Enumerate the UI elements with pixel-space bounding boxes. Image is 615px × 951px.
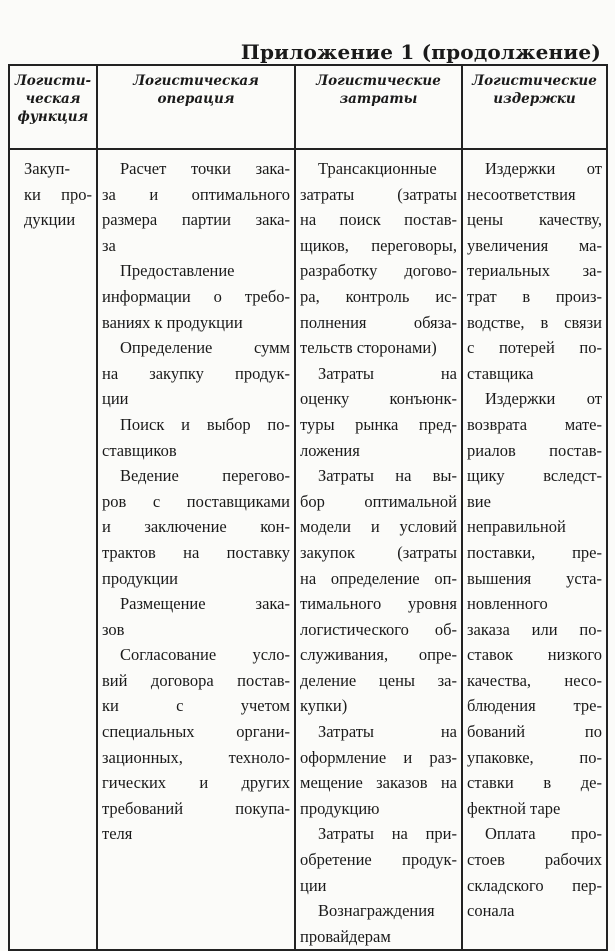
text-line: ки с учетом (102, 696, 290, 716)
text-line: вышения уста- (467, 568, 602, 588)
text-line: вий договора постав- (102, 670, 290, 690)
cell-costs (295, 149, 462, 950)
text-line: на закупку продук- (102, 363, 290, 383)
table-row (9, 149, 607, 950)
text-line: гических и других (102, 773, 290, 793)
text-line: Затраты на вы- (318, 466, 457, 486)
text-line: ции (102, 389, 129, 409)
text-line: увеличения ма- (467, 235, 602, 255)
text-line: Затраты на при- (318, 824, 457, 844)
text-line: полнения обяза- (300, 312, 457, 332)
text-line: оформление и раз- (300, 747, 457, 767)
text-line: несоответствия (467, 184, 576, 204)
text-line: служивания, опре- (300, 645, 457, 665)
cell-operation (97, 149, 295, 950)
text-line: риалов постав- (467, 440, 602, 460)
text-line: требований покупа- (102, 798, 290, 818)
text-line: цены качеству, (467, 210, 602, 230)
header-operation: Логистическая операция (97, 65, 295, 149)
text-line: за и оптимального (102, 184, 290, 204)
text-line: Размещение зака- (120, 594, 290, 614)
text-line: Предоставление (120, 261, 235, 281)
text-line: зационных, техноло- (102, 747, 290, 767)
text-line: закупок (затраты (300, 542, 457, 562)
text-line: за (102, 235, 116, 255)
text-line: Оплата про- (485, 824, 602, 844)
text-line: Издержки от (485, 159, 602, 178)
header-costs: Логистические затраты (295, 65, 462, 149)
header-expenses: Логистические издержки (462, 65, 607, 149)
text-line: поставки, пре- (467, 542, 602, 562)
text-line: бор оптимальной (300, 491, 457, 511)
text-line: фектной таре (467, 798, 561, 818)
text-line: дукции (24, 210, 76, 230)
text-line: вие (467, 491, 491, 511)
cell-function (9, 149, 97, 950)
text-line: с потерей по- (467, 338, 602, 358)
text-line: ров с поставщиками (102, 491, 290, 511)
text-line: бований по (467, 722, 602, 742)
text-line: тимального уровня (300, 594, 457, 614)
text-line: информации о требо- (102, 286, 290, 306)
text-line: водстве, в связи (467, 312, 602, 332)
text-line: Согласование усло- (120, 645, 290, 665)
text-line: Поиск и выбор по- (120, 414, 290, 434)
header-row (9, 65, 607, 149)
text-line: специальных органи- (102, 722, 290, 742)
text-line: щиков, переговоры, (300, 235, 457, 255)
text-line: складского пер- (467, 875, 602, 895)
text-line: Затраты на (318, 363, 457, 383)
page-title: Приложение 1 (продолжение) (240, 40, 601, 64)
text-line: ра, контроль ис- (300, 286, 457, 306)
text-line: трактов на поставку (102, 542, 290, 562)
text-line: ставщиков (102, 440, 177, 460)
text-line: Трансакционные (318, 159, 437, 178)
text-line: ваниях к продукции (102, 312, 243, 332)
text-line: Определение сумм (120, 338, 290, 358)
text-line: Издержки от (485, 389, 602, 409)
text-line: Вознаграждения (318, 901, 435, 921)
text-line: купки) (300, 696, 348, 716)
text-line: обретение продук- (300, 850, 457, 870)
text-line: разработку догово- (300, 261, 457, 281)
text-line: логистического об- (300, 619, 457, 639)
cell-expenses (462, 149, 607, 950)
text-line: тельств сторонами) (300, 338, 437, 358)
text-line: зов (102, 619, 125, 639)
text-line: ставки в де- (467, 773, 602, 793)
text-line: стоев рабочих (467, 850, 602, 870)
text-line: продукцию (300, 798, 380, 818)
text-line: териальных за- (467, 261, 602, 281)
text-line: трат в произ- (467, 286, 602, 306)
text-line: качества, несо- (467, 670, 602, 690)
text-line: возврата мате- (467, 414, 602, 434)
text-line: ки про- (24, 184, 92, 204)
text-line: ложения (300, 440, 360, 460)
text-line: теля (102, 824, 133, 844)
text-line: деление цены за- (300, 670, 457, 690)
text-line: новленного (467, 594, 548, 614)
text-line: мещение заказов на (300, 773, 457, 793)
text-line: и заключение кон- (102, 517, 290, 537)
text-line: размера партии зака- (102, 210, 290, 230)
text-line: провайдерам (300, 926, 391, 946)
text-line: блюдения тре- (467, 696, 602, 716)
text-line: продукции (102, 568, 179, 588)
text-line: сонала (467, 901, 515, 921)
text-line: Затраты на (318, 722, 457, 742)
text-line: неправильной (467, 517, 566, 537)
text-line: туры рынка пред- (300, 414, 457, 434)
text-line: на поиск постав- (300, 210, 457, 230)
appendix-table (8, 64, 608, 951)
text-line: ставок низкого (467, 645, 602, 665)
text-line: ставщика (467, 363, 534, 383)
text-line: заказа или по- (467, 619, 602, 639)
text-line: Расчет точки зака- (120, 159, 290, 178)
text-line: модели и условий (300, 517, 457, 537)
header-function: Логисти- ческая функция (9, 65, 97, 149)
text-line: на определение оп- (300, 568, 457, 588)
text-line: щику вследст- (467, 466, 602, 486)
text-line: Закуп- (24, 159, 70, 178)
text-line: затраты (затраты (300, 184, 457, 204)
text-line: оценку конъюнк- (300, 389, 457, 409)
text-line: Ведение перегово- (120, 466, 290, 486)
text-line: ции (300, 875, 327, 895)
text-line: упаковке, по- (467, 747, 602, 767)
